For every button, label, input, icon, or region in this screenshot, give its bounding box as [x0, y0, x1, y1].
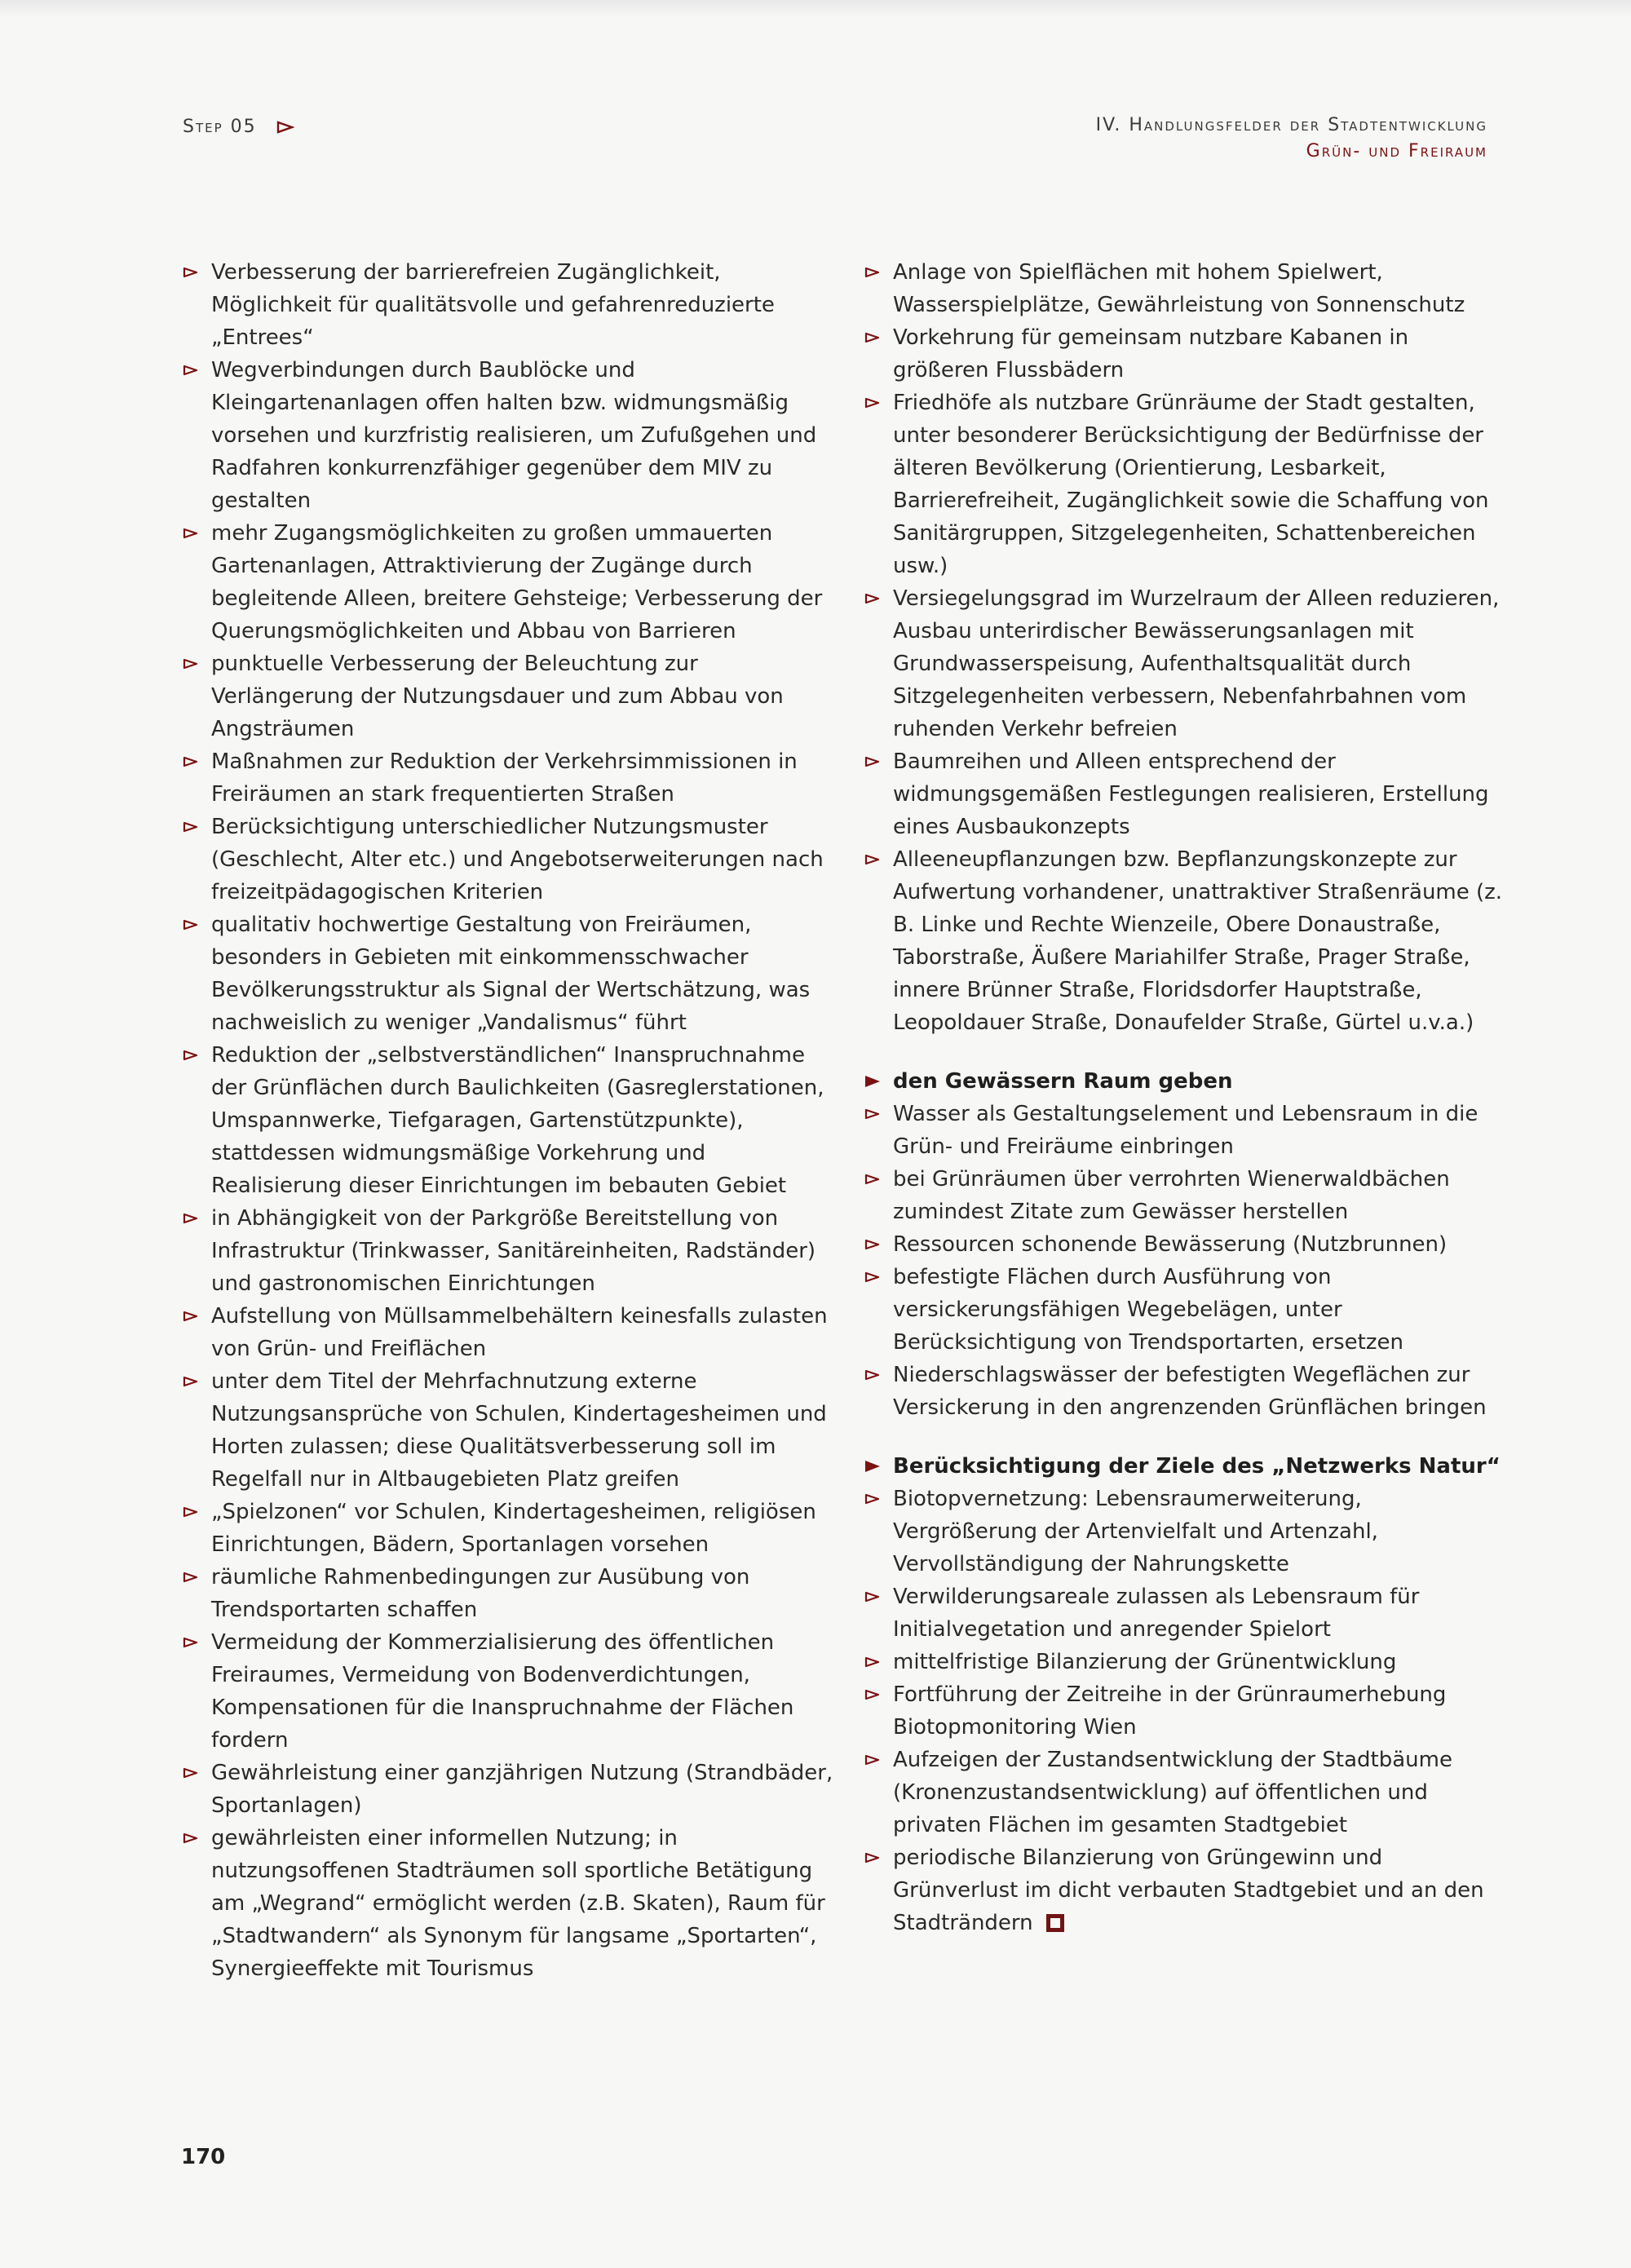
triangle-bullet-icon [864, 1174, 881, 1185]
triangle-bullet-icon [183, 1050, 199, 1061]
list-item [863, 843, 1507, 1039]
list-item [181, 1365, 833, 1496]
list-item-text: räumliche Rahmenbedingungen zur Ausübung von Trendsportarten schaffen [211, 1565, 750, 1622]
triangle-bullet-icon [864, 1754, 881, 1766]
list-item [181, 1757, 833, 1822]
list-item [863, 582, 1507, 745]
triangle-bullet-icon [183, 1637, 199, 1648]
list-item-text: unter dem Titel der Mehrfachnutzung externe Nutzungsansprüche von Schulen, Kindertagesheimen und Horten zulassen; diese Qualitätsverbesserung soll im Regelfall nur in Altbaugebieten Platz greifen [211, 1369, 827, 1492]
right-sections [863, 1065, 1507, 1939]
list-item [181, 909, 833, 1039]
list-item-text: Verbesserung der barrierefreien Zugänglichkeit, Möglichkeit für qualitätsvolle und gefahrenreduzierte „Entrees“ [211, 260, 775, 350]
list-item [181, 1496, 833, 1561]
end-of-section-square-icon [1046, 1914, 1064, 1932]
list-item-text: Vorkehrung für gemeinsam nutzbare Kabanen in größeren Flussbädern [893, 325, 1409, 382]
triangle-bullet-icon [864, 1656, 881, 1668]
list-item-text: Vermeidung der Kommerzialisierung des öffentlichen Freiraumes, Vermeidung von Bodenverdichtungen, Kompensationen für die Inanspruchnahme der Flächen fordern [211, 1630, 794, 1753]
list-item [863, 321, 1507, 387]
section-title: Grün- und Freiraum [1306, 141, 1487, 161]
triangle-bullet-icon [864, 756, 881, 767]
triangle-bullet-icon [183, 267, 199, 278]
list-item-text: Aufstellung von Müllsammelbehältern keinesfalls zulasten von Grün- und Freiflächen [211, 1304, 828, 1361]
right-bullet-list [863, 256, 1507, 1039]
list-item-text: Berücksichtigung unterschiedlicher Nutzungsmuster (Geschlecht, Alter etc.) und Angebotserweiterungen nach freizeitpädagogischen Kriterien [211, 815, 824, 904]
list-item [863, 387, 1507, 582]
list-item [863, 1098, 1507, 1163]
triangle-bullet-icon [183, 658, 199, 670]
left-bullet-list [181, 256, 833, 1985]
triangle-bullet-icon [864, 267, 881, 278]
list-item [181, 648, 833, 745]
section-heading [863, 1450, 1507, 1483]
triangle-bullet-icon [183, 821, 199, 833]
triangle-bullet-icon [183, 1376, 199, 1387]
list-item-text: Ressourcen schonende Bewässerung (Nutzbrunnen) [893, 1232, 1448, 1257]
triangle-bullet-icon [864, 1108, 881, 1120]
left-column [181, 256, 833, 1985]
list-item-text: Wasser als Gestaltungselement und Lebensraum in die Grün- und Freiräume einbringen [893, 1102, 1479, 1159]
triangle-bullet-icon [864, 1852, 881, 1863]
section-heading [863, 1065, 1507, 1098]
list-item-text: bei Grünräumen über verrohrten Wienerwaldbächen zumindest Zitate zum Gewässer herstellen [893, 1167, 1450, 1224]
triangle-bullet-icon [864, 1271, 881, 1283]
list-item-text: Baumreihen und Alleen entsprechend der widmungsgemäßen Festlegungen realisieren, Erstellung eines Ausbaukonzepts [893, 749, 1489, 839]
list-item-text: punktuelle Verbesserung der Beleuchtung zur Verlängerung der Nutzungsdauer und zum Abbau von Angsträumen [211, 652, 784, 741]
list-item-text: Aufzeigen der Zustandsentwicklung der Stadtbäume (Kronenzustandsentwicklung) auf öffentlichen und privaten Flächen im gesamten Stadtgebiet [893, 1748, 1452, 1837]
triangle-bullet-icon [183, 919, 199, 931]
list-item [863, 1841, 1507, 1939]
list-item-text: Versiegelungsgrad im Wurzelraum der Alleen reduzieren, Ausbau unterirdischer Bewässerungsanlagen mit Grundwasserspeisung, Aufenthaltsqualität durch Sitzgelegenheiten verbessern, Nebenfahrbahnen vom ruhenden Verkehr befreien [893, 586, 1500, 741]
step-label: Step 05 [183, 117, 257, 137]
list-item-text: qualitativ hochwertige Gestaltung von Freiräumen, besonders in Gebieten mit einkommensschwacher Bevölkerungsstruktur als Signal der Wertschätzung, was nachweislich zu weniger „Vandalismus“ führt [211, 913, 811, 1035]
list-item-text: mehr Zugangsmöglichkeiten zu großen ummauerten Gartenanlagen, Attraktivierung der Zugänge durch begleitende Alleen, breitere Gehsteige; Verbesserung der Querungsmöglichkeiten und Abbau von Barrieren [211, 521, 823, 643]
filled-triangle-bullet-icon [864, 1076, 881, 1087]
scan-edge [0, 0, 1631, 18]
triangle-bullet-icon [183, 1572, 199, 1583]
list-item [863, 1359, 1507, 1424]
list-item [181, 1626, 833, 1757]
section-heading-text: Berücksichtigung der Ziele des „Netzwerks Natur“ [893, 1454, 1501, 1479]
list-item [863, 1228, 1507, 1261]
section-heading-text: den Gewässern Raum geben [893, 1069, 1233, 1094]
list-item-text: Reduktion der „selbstverständlichen“ Inanspruchnahme der Grünflächen durch Baulichkeiten (Gasreglerstationen, Umspannwerke, Tiefgaragen, Gartenstützpunkte), stattdessen widmungsmäßige Vorkehrung und Realisierung dieser Einrichtungen im bebauten Gebiet [211, 1043, 824, 1198]
list-item-text: befestigte Flächen durch Ausführung von versickerungsfähigen Wegebelägen, unter Berücksichtigung von Trendsportarten, ersetzen [893, 1265, 1403, 1355]
right-column [863, 256, 1507, 1939]
list-item [863, 1678, 1507, 1744]
triangle-bullet-icon [864, 1239, 881, 1250]
list-item [863, 1163, 1507, 1228]
list-item [863, 1483, 1507, 1581]
triangle-bullet-icon [864, 1591, 881, 1603]
list-item-text: Alleeneupflanzungen bzw. Bepflanzungskonzepte zur Aufwertung vorhandener, unattraktiver Straßenräume (z. B. Linke und Rechte Wienzeile, Obere Donaustraße, Taborstraße, Äußere Mariahilfer Straße, Prager Straße, innere Brünner Straße, Floridsdorfer Hauptstraße, Leopoldauer Straße, Donaufelder Straße, Gürtel u.v.a.) [893, 847, 1503, 1035]
triangle-bullet-icon [864, 332, 881, 343]
triangle-bullet-icon [183, 1506, 199, 1518]
triangle-bullet-icon [183, 1213, 199, 1224]
triangle-bullet-icon [864, 1369, 881, 1381]
list-item-text: mittelfristige Bilanzierung der Grünentwicklung [893, 1650, 1397, 1674]
triangle-bullet-icon [183, 1833, 199, 1844]
list-item [181, 354, 833, 517]
section-bullet-list [863, 1483, 1507, 1939]
list-item-text: Gewährleistung einer ganzjährigen Nutzung (Strandbäder, Sportanlagen) [211, 1761, 833, 1818]
triangle-bullet-icon [864, 593, 881, 604]
triangle-bullet-icon [183, 528, 199, 539]
triangle-bullet-icon [864, 1493, 881, 1505]
list-item-text: Wegverbindungen durch Baublöcke und Kleingartenanlagen offen halten bzw. widmungsmäßig vorsehen und kurzfristig realisieren, um Zufußgehen und Radfahren konkurrenzfähiger gegenüber dem MIV zu gestalten [211, 358, 817, 513]
list-item [863, 745, 1507, 843]
triangle-bullet-icon [183, 1767, 199, 1779]
list-item [181, 1561, 833, 1626]
list-item-text: Niederschlagswässer der befestigten Wegeflächen zur Versickerung in den angrenzenden Grünflächen bringen [893, 1363, 1487, 1420]
list-item [181, 1039, 833, 1202]
running-header-right [1096, 113, 1487, 165]
list-item-text: Verwilderungsareale zulassen als Lebensraum für Initialvegetation und anregender Spielort [893, 1585, 1420, 1642]
page-number: 170 [181, 2145, 226, 2169]
triangle-bullet-icon [864, 854, 881, 865]
list-item [863, 256, 1507, 321]
list-item [181, 517, 833, 648]
list-item [181, 1822, 833, 1985]
list-item-text: Friedhöfe als nutzbare Grünräume der Stadt gestalten, unter besonderer Berücksichtigung der Bedürfnisse der älteren Bevölkerung (Orientierung, Lesbarkeit, Barrierefreiheit, Zugänglichkeit sowie die Schaffung von Sanitärgruppen, Sitzgelegenheiten, Schattenbereichen usw.) [893, 391, 1489, 578]
triangle-bullet-icon [183, 365, 199, 376]
list-item-text: Fortführung der Zeitreihe in der Grünraumerhebung Biotopmonitoring Wien [893, 1682, 1447, 1740]
list-item-text: periodische Bilanzierung von Grüngewinn und Grünverlust im dicht verbauten Stadtgebiet und an den Stadträndern [893, 1846, 1484, 1935]
list-item-text: Maßnahmen zur Reduktion der Verkehrsimmissionen in Freiräumen an stark frequentierten Straßen [211, 749, 798, 807]
running-header-left [183, 117, 294, 137]
list-item [863, 1646, 1507, 1678]
list-item [181, 1300, 833, 1365]
list-item-text: Anlage von Spielflächen mit hohem Spielwert, Wasserspielplätze, Gewährleistung von Sonnenschutz [893, 260, 1465, 317]
triangle-bullet-icon [864, 397, 881, 409]
list-item-text: gewährleisten einer informellen Nutzung; in nutzungsoffenen Stadträumen soll sportliche Betätigung am „Wegrand“ ermöglicht werden (z.B. Skaten), Raum für „Stadtwandern“ als Synonym für langsame „Sportarten“, Synergieeffekte mit Tourismus [211, 1826, 825, 1981]
list-item [863, 1744, 1507, 1841]
chapter-title: IV. Handlungsfelder der Stadtentwicklung [1095, 115, 1487, 135]
list-item [863, 1261, 1507, 1359]
filled-triangle-bullet-icon [864, 1461, 881, 1472]
arrow-right-icon [276, 121, 294, 134]
list-item-text: in Abhängigkeit von der Parkgröße Bereitstellung von Infrastruktur (Trinkwasser, Sanitäreinheiten, Radständer) und gastronomischen Einrichtungen [211, 1206, 816, 1296]
section-bullet-list [863, 1098, 1507, 1424]
list-item [181, 256, 833, 354]
list-item [181, 745, 833, 811]
triangle-bullet-icon [183, 1311, 199, 1322]
triangle-bullet-icon [183, 756, 199, 767]
list-item [863, 1581, 1507, 1646]
list-item-text: „Spielzonen“ vor Schulen, Kindertagesheimen, religiösen Einrichtungen, Bädern, Sportanlagen vorsehen [211, 1500, 816, 1557]
list-item [181, 1202, 833, 1300]
triangle-bullet-icon [864, 1689, 881, 1700]
list-item [181, 811, 833, 909]
list-item-text: Biotopvernetzung: Lebensraumerweiterung, Vergrößerung der Artenvielfalt und Artenzahl, Vervollständigung der Nahrungskette [893, 1487, 1378, 1576]
